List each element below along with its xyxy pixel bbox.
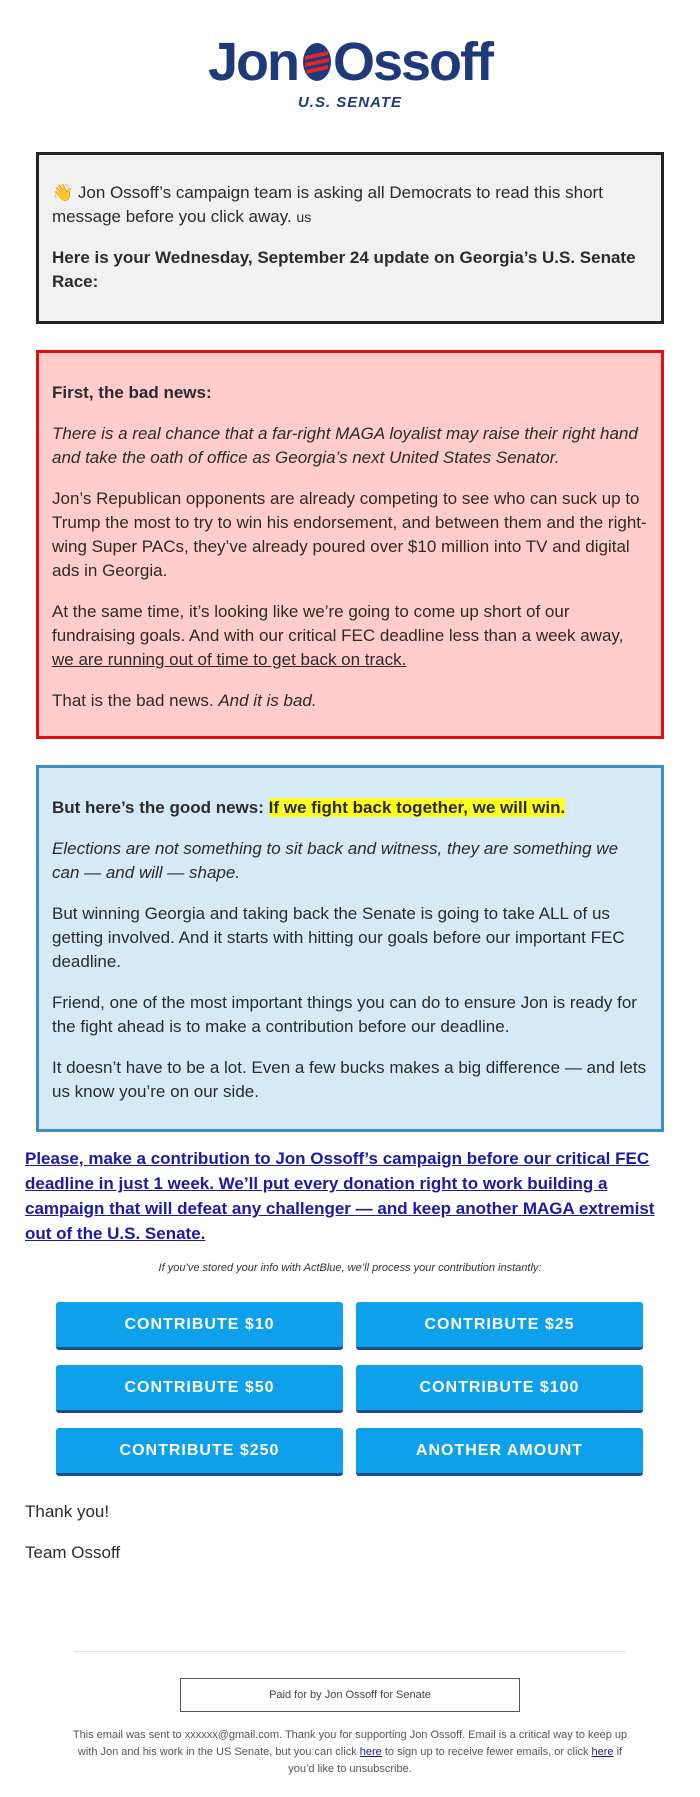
- logo-subtitle: U.S. SENATE: [297, 94, 403, 111]
- contribute-250-button[interactable]: CONTRIBUTE $250: [56, 1428, 343, 1476]
- campaign-logo: [0, 34, 700, 111]
- footer-mid: Thank you for supporting Jon Ossoff. Email is a critical way to keep up with Jon and his work in the US Senate, but you can click: [77, 1729, 628, 1758]
- good-news-heading-line: [52, 796, 648, 820]
- logo-first-name: Jon: [207, 32, 298, 92]
- footer-email: xxxxxx@gmail.com.: [184, 1729, 283, 1741]
- good-news-highlight: If we fight back together, we will win.: [268, 798, 566, 817]
- good-news-paragraph-1: Elections are not something to sit back and witness, they are something we can — and will — shape.: [52, 839, 619, 882]
- thank-you-text: Thank you!: [25, 1502, 110, 1521]
- contribute-50-button[interactable]: CONTRIBUTE $50: [56, 1365, 343, 1413]
- bad-news-paragraph-3: [52, 600, 648, 672]
- intro-headline: Here is your Wednesday, September 24 update on Georgia’s U.S. Senate Race:: [52, 248, 636, 291]
- actblue-note: If you’ve stored your info with ActBlue, we’ll process your contribution instantly:: [158, 1262, 542, 1274]
- intro-tag: us: [296, 209, 312, 225]
- good-news-heading: But here’s the good news:: [52, 798, 264, 817]
- bad-news-heading: First, the bad news:: [52, 383, 212, 402]
- contribute-25-button[interactable]: CONTRIBUTE $25: [356, 1302, 643, 1350]
- bad-news-p4-italic: And it is bad.: [218, 691, 317, 710]
- bad-news-paragraph-2: Jon’s Republican opponents are already competing to see who can suck up to Trump the most to try to win his endorsement, and between them and the right-wing Super PACs, they’ve already poured over $10 million into TV and digital ads in Georgia.: [52, 489, 647, 580]
- footer-text: [70, 1727, 630, 1778]
- bad-news-p3-underlined: we are running out of time to get back on track.: [52, 650, 407, 669]
- another-amount-button[interactable]: ANOTHER AMOUNT: [356, 1428, 643, 1476]
- bad-news-paragraph-4: [52, 689, 648, 713]
- contribute-100-button[interactable]: CONTRIBUTE $100: [356, 1365, 643, 1413]
- flag-stripes-icon: [302, 42, 332, 82]
- contribute-link[interactable]: Please, make a contribution to Jon Ossoff’s campaign before our critical FEC deadline in just 1 week. We’ll put every donation right to work building a campaign that will defeat any challenger — and keep another MAGA extremist out of the U.S. Senate.: [25, 1149, 655, 1243]
- paid-for-disclaimer: Paid for by Jon Ossoff for Senate: [180, 1678, 520, 1712]
- good-news-paragraph-4: It doesn’t have to be a lot. Even a few bucks makes a big difference — and lets us know you’re on our side.: [52, 1058, 647, 1101]
- good-news-paragraph-2: But winning Georgia and taking back the Senate is going to take ALL of us getting involved. And it starts with hitting our goals before our important FEC deadline.: [52, 904, 625, 971]
- footer-end: if you’d like to unsubscribe.: [288, 1746, 623, 1775]
- footer-divider: [74, 1651, 626, 1652]
- intro-text: Jon Ossoff’s campaign team is asking all Democrats to read this short message before you click away.: [52, 183, 603, 226]
- waving-hand-icon: 👋: [52, 183, 74, 202]
- logo-last-name: Ossoff: [332, 32, 493, 92]
- good-news-paragraph-3: Friend, one of the most important things you can do to ensure Jon is ready for the fight ahead is to make a contribution before our deadline.: [52, 993, 637, 1036]
- unsubscribe-link[interactable]: here: [591, 1746, 614, 1758]
- footer-sent-to: This email was sent to: [72, 1729, 182, 1741]
- bad-news-box: [36, 350, 664, 739]
- bad-news-p4-text: That is the bad news.: [52, 691, 214, 710]
- bad-news-p3-text: At the same time, it’s looking like we’re going to come up short of our fundraising goals. And with our critical FEC deadline less than a week away,: [52, 602, 624, 645]
- team-signature: Team Ossoff: [25, 1543, 121, 1562]
- fewer-emails-link[interactable]: here: [359, 1746, 382, 1758]
- contribute-10-button[interactable]: CONTRIBUTE $10: [56, 1302, 343, 1350]
- good-news-box: [36, 765, 664, 1132]
- bad-news-paragraph-1: There is a real chance that a far-right MAGA loyalist may raise their right hand and take the oath of office as Georgia’s next United States Senator.: [52, 424, 638, 467]
- intro-line: [52, 181, 648, 229]
- footer-mid2: to sign up to receive fewer emails, or click: [384, 1746, 589, 1758]
- intro-box: [36, 152, 664, 324]
